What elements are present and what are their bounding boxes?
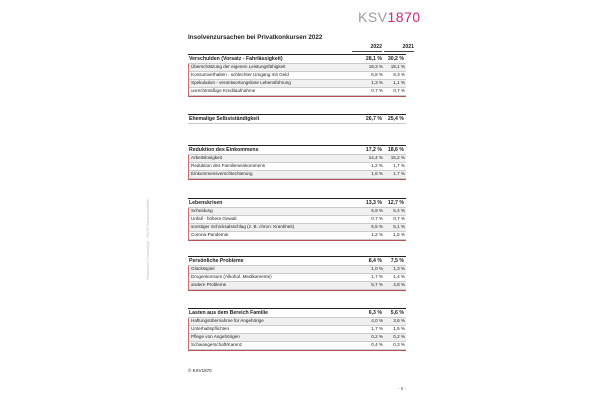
value-2022: 13,3 % bbox=[365, 200, 382, 206]
value-2022: 5,7 % bbox=[371, 281, 383, 287]
column-header-2021: 2021 bbox=[384, 44, 414, 52]
row-label: Corona-Pandemie bbox=[191, 231, 229, 237]
row-label: Konsumverhalten - schlechter Umgang mit Geld bbox=[191, 71, 289, 77]
value-2021: 0,7 % bbox=[393, 215, 405, 221]
row-label: Haftungsübernahme für Angehörige bbox=[191, 318, 264, 323]
row-label: Reduktion des Familieneinkommens bbox=[191, 162, 266, 168]
value-2021: 25,4 % bbox=[387, 116, 404, 122]
value-2021: 12,7 % bbox=[387, 200, 404, 206]
section-rows bbox=[188, 155, 406, 180]
row-label: andere Probleme bbox=[191, 281, 227, 287]
value-2022: 6,3 % bbox=[368, 310, 382, 316]
table-row bbox=[189, 155, 406, 163]
value-2021: 1,5 % bbox=[393, 231, 405, 237]
section bbox=[188, 54, 406, 97]
row-label: Einkommensverschlechterung bbox=[191, 170, 253, 176]
table-row bbox=[189, 72, 406, 80]
value-2022: 1,6 % bbox=[371, 170, 383, 176]
value-2021: 0,3 % bbox=[393, 341, 405, 347]
table-row bbox=[189, 232, 406, 240]
value-2022: 0,4 % bbox=[371, 341, 383, 347]
section-label: Reduktion des Einkommens bbox=[189, 147, 259, 153]
section-rows bbox=[188, 208, 406, 241]
table-row bbox=[189, 88, 406, 96]
column-header-2022: 2022 bbox=[352, 44, 382, 52]
value-2021: 0,7 % bbox=[393, 87, 405, 93]
value-2022: 19,3 % bbox=[368, 64, 383, 69]
section-label: Lebenskrisen bbox=[189, 200, 223, 206]
row-label: Pflege von Angehörigen bbox=[191, 333, 240, 339]
section-header bbox=[188, 114, 406, 124]
value-2021: 4,8 % bbox=[393, 281, 405, 287]
table-row bbox=[189, 163, 406, 171]
source-note: © KSV1870 bbox=[188, 368, 212, 373]
value-2022: 0,7 % bbox=[371, 87, 383, 93]
value-2021: 1,3 % bbox=[393, 266, 405, 271]
value-2021: 5,4 % bbox=[393, 208, 405, 213]
section-rows bbox=[188, 64, 406, 97]
section-header bbox=[188, 308, 406, 318]
value-2022: 4,0 % bbox=[371, 318, 383, 323]
value-2022: 1,2 % bbox=[371, 231, 383, 237]
row-label: Glücksspiel bbox=[191, 266, 215, 271]
section-header bbox=[188, 145, 406, 155]
table-row bbox=[189, 216, 406, 224]
table-row bbox=[189, 171, 406, 179]
value-2021: 1,1 % bbox=[393, 79, 405, 85]
row-label: Scheidung bbox=[191, 208, 213, 213]
value-2021: 5,6 % bbox=[390, 310, 404, 316]
table-row bbox=[189, 274, 406, 282]
value-2021: 9,3 % bbox=[393, 71, 405, 77]
value-2021: 30,2 % bbox=[387, 56, 404, 62]
table-row bbox=[189, 224, 406, 232]
value-2022: 1,0 % bbox=[371, 266, 383, 271]
table-row bbox=[189, 266, 406, 274]
table-row bbox=[189, 64, 406, 72]
row-label: Arbeitslosigkeit bbox=[191, 155, 222, 160]
row-label: Unfall - höhere Gewalt bbox=[191, 215, 237, 221]
side-note: Präsentation / Druckvorlage - KSV1870 Insolvenzstatistik bbox=[146, 199, 150, 280]
value-2022: 17,2 % bbox=[365, 147, 382, 153]
value-2022: 1,3 % bbox=[371, 79, 383, 85]
section bbox=[188, 198, 406, 241]
value-2022: 1,2 % bbox=[371, 162, 383, 168]
table-row bbox=[189, 282, 406, 290]
table-row bbox=[189, 334, 406, 342]
section-rows bbox=[188, 318, 406, 351]
section bbox=[188, 114, 406, 124]
table-row bbox=[189, 326, 406, 334]
row-label: Spekulation - verantwortungslose Lebensführung bbox=[191, 79, 291, 85]
value-2022: 5,9 % bbox=[371, 208, 383, 213]
value-2022: 1,7 % bbox=[371, 273, 383, 279]
value-2022: 8,4 % bbox=[368, 258, 382, 264]
value-2022: 14,4 % bbox=[368, 155, 383, 160]
section bbox=[188, 256, 406, 291]
page-title: Insolvenzursachen bei Privatkonkursen 2022 bbox=[188, 34, 323, 41]
table-row bbox=[189, 80, 406, 88]
section-header bbox=[188, 54, 406, 64]
value-2022: 0,7 % bbox=[371, 215, 383, 221]
section bbox=[188, 308, 406, 351]
value-2021: 1,5 % bbox=[393, 325, 405, 331]
section-label: Ehemalige Selbstständigkeit bbox=[189, 116, 260, 122]
row-label: Schwangerschaft/Karenz bbox=[191, 341, 243, 347]
ksv1870-logo: KSV1870 bbox=[358, 9, 421, 25]
section-label: Lasten aus dem Bereich Familie bbox=[189, 310, 268, 316]
value-2021: 19,1 % bbox=[390, 64, 405, 69]
section-rows bbox=[188, 266, 406, 291]
table-row bbox=[189, 342, 406, 350]
value-2021: 1,7 % bbox=[393, 162, 405, 168]
page-number: - 8 - bbox=[398, 386, 407, 391]
section-header bbox=[188, 198, 406, 208]
row-label: Unterhaltspflichten bbox=[191, 325, 230, 331]
row-label: unrechtmäßige Kreditaufnahme bbox=[191, 87, 256, 93]
value-2022: 1,7 % bbox=[371, 325, 383, 331]
row-label: Drogenkonsum (Alkohol, Medikamente) bbox=[191, 273, 272, 279]
value-2021: 0,2 % bbox=[393, 333, 405, 339]
value-2021: 1,7 % bbox=[393, 170, 405, 176]
value-2021: 3,6 % bbox=[393, 318, 405, 323]
table-row bbox=[189, 208, 406, 216]
row-label: Überschätzung der eigenen Leistungsfähigkeit bbox=[191, 64, 286, 69]
table-row bbox=[189, 318, 406, 326]
value-2022: 28,1 % bbox=[365, 56, 382, 62]
value-2021: 18,6 % bbox=[387, 147, 404, 153]
value-2021: 15,2 % bbox=[390, 155, 405, 160]
row-label: sonstiger Schicksalsschlag (z. B. chron. Krankheit) bbox=[191, 223, 295, 229]
section-label: Persönliche Probleme bbox=[189, 258, 244, 264]
value-2022: 6,8 % bbox=[371, 71, 383, 77]
section bbox=[188, 145, 406, 180]
value-2021: 1,4 % bbox=[393, 273, 405, 279]
value-2022: 26,7 % bbox=[365, 116, 382, 122]
value-2021: 5,1 % bbox=[393, 223, 405, 229]
section-label: Verschulden (Vorsatz - Fahrlässigkeit) bbox=[189, 56, 283, 62]
value-2021: 7,5 % bbox=[390, 258, 404, 264]
value-2022: 0,2 % bbox=[371, 333, 383, 339]
section-header bbox=[188, 256, 406, 266]
value-2022: 5,5 % bbox=[371, 223, 383, 229]
